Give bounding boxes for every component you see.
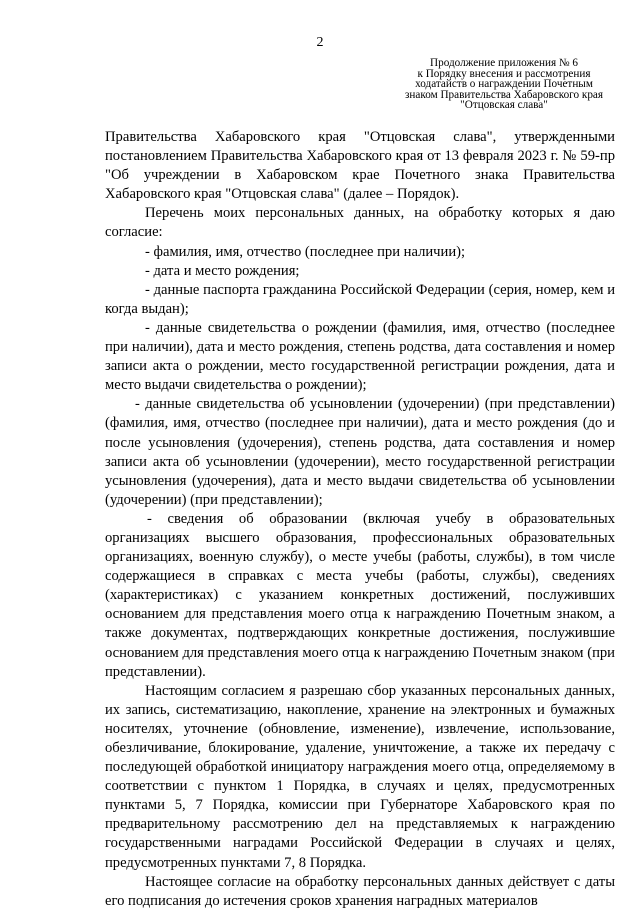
header-line: "Отцовская слава": [460, 99, 548, 112]
list-item-adoption-certificate: - данные свидетельства об усыновлении (удочерении) (при представлении) (фамилия, имя, отчество (последнее при наличии), дата и место рождения (до и после усыновления (удочерения), степень родства, дата составления и номер записи акта об усыновлении (удочерении), место государственной регистрации усыновления (удочерения), дата и место выдачи свидетельства об усыновлении (удочерении) (при представлении);: [105, 396, 615, 508]
appendix-header: [392, 58, 616, 111]
header-line: знаком Правительства Хабаровского края: [404, 88, 604, 101]
list-item-birth-certificate: - данные свидетельства о рождении (фамилия, имя, отчество (последнее при наличии), дата и место рождения, степень родства, дата составления и номер записи акта о рождении, место государственной регистрации рождения, дата и место выдачи свидетельства о рождении);: [105, 319, 615, 394]
paragraph-consent-scope: Настоящим согласием я разрешаю сбор указанных персональных данных, их запись, систематизацию, накопление, хранение на электронных и бумажных носителях, уточнение (обновление, изменение), извлечение, использование, обезличивание, блокирование, удаление, уничтожение, а также их передачу с последующей обработкой инициатору награждения моего отца, определяемому в соответствии с пунктом 1 Порядка, в случаях и целях, предусмотренных пунктами 5, 7 Порядка, комиссии при Губернаторе Хабаровского края по предварительному рассмотрению дел на представляемых к награждению государственными наградами Российской Федерации в случаях и целях, предусмотренных пунктами 7, 8 Порядка.: [105, 682, 615, 871]
list-item-birth: - дата и место рождения;: [145, 262, 300, 279]
paragraph-consent-list-intro: Перечень моих персональных данных, на обработку которых я даю согласие:: [105, 205, 615, 241]
header-line: ходатайств о награждении Почетным: [415, 78, 593, 91]
header-line: Продолжение приложения № 6: [430, 57, 578, 69]
paragraph-intro: Правительства Хабаровского края "Отцовская слава", утвержденными постановлением Правительства Хабаровского края от 13 февраля 2023 г. № 59-пр "Об учреждении в Хабаровском крае Почетного знака Правительства Хабаровского края "Отцовская слава" (далее – Порядок).: [105, 129, 615, 203]
list-item-fio: - фамилия, имя, отчество (последнее при наличии);: [145, 243, 466, 260]
document-body: [105, 128, 615, 911]
paragraph-consent-duration: Настоящее согласие на обработку персональных данных действует с даты его подписания до истечения сроков хранения наградных материалов: [105, 873, 615, 909]
page-number: 2: [316, 35, 324, 50]
header-line: к Порядку внесения и рассмотрения: [417, 67, 591, 80]
list-item-education: - сведения об образовании (включая учебу в образовательных организациях высшего образования, профессиональных образовательных организациях, военную службу), о месте учебы (работы, службы), в том числе содержащиеся в справках с места учебы (работы, службы), сведениях (характеристиках) с указанием конкретных достижений, послуживших основанием для представления моего отца к награждению Почетным знаком, а также документах, подтверждающих конкретные достижения, послужившие основанием для представления моего отца к награждению Почетным знаком (при представлении).: [105, 510, 615, 680]
list-item-passport: - данные паспорта гражданина Российской Федерации (серия, номер, кем и когда выдан);: [105, 281, 615, 317]
